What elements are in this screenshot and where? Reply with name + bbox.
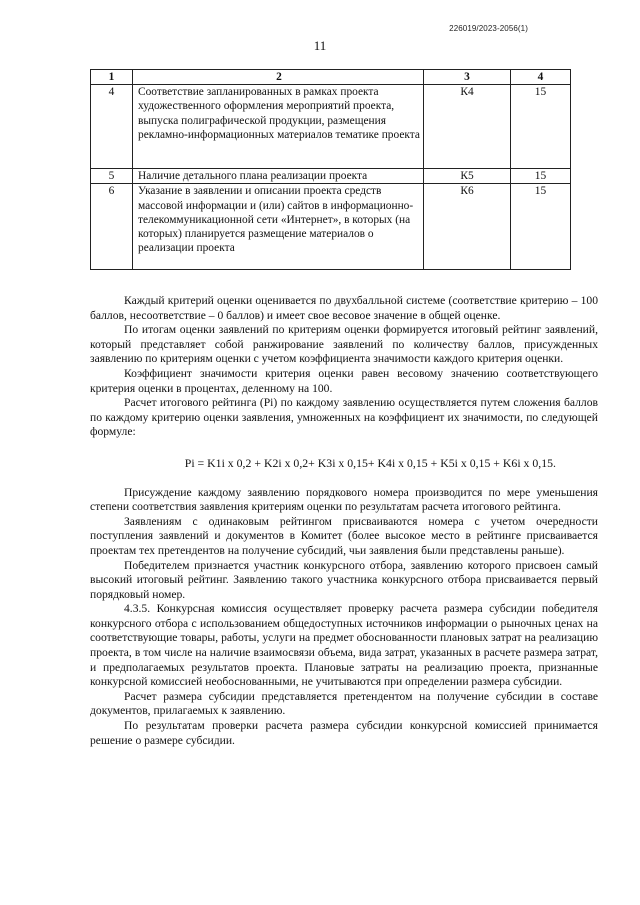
criterion-code: К4 <box>424 85 511 169</box>
paragraph-subsidy-calculation: Расчет размера субсидии представляется претендентом на получение субсидии в составе документов, прилагаемых к заявлению. <box>90 689 598 718</box>
criterion-code: К5 <box>424 169 511 184</box>
criteria-table <box>90 69 571 270</box>
paragraph-ordinal-number: Присуждение каждому заявлению порядкового номера производится по мере уменьшения степени соответствия заявления критериям оценки по результатам расчета итогового рейтинга. <box>90 485 598 514</box>
table-header-cell: 1 <box>91 70 133 85</box>
criterion-weight: 15 <box>511 184 571 270</box>
row-number: 4 <box>91 85 133 169</box>
criterion-text: Соответствие запланированных в рамках проекта художественного оформления мероприятий проекта, выпуска полиграфической продукции, размещения рекламно-информационных материалов тематике проекта <box>133 85 424 169</box>
criterion-text: Указание в заявлении и описании проекта средств массовой информации и (или) сайтов в информационно-телекоммуникационной сети «Интернет», в которых (на которых) планируется размещение материалов о реализации проекта <box>133 184 424 270</box>
paragraph-4-3-5: 4.3.5. Конкурсная комиссия осуществляет проверку расчета размера субсидии победителя конкурсного отбора с использованием общедоступных источников информации о рыночных ценах на соответствующие товары, работы, услуги на предмет обоснованности плановых затрат на реализацию проекта, в том числе на наличие взаимосвязи объема, вида затрат, указанных в расчете размера затрат, и предполагаемых результатов проекта. Плановые затраты на реализацию проекта, признанные конкурсной комиссией необоснованными, не учитываются при определении размера субсидии. <box>90 602 598 689</box>
paragraph-equal-rating: Заявлениям с одинаковым рейтингом присваиваются номера с учетом очередности поступления заявлений и документов в Комитет (более высокое место в рейтинге присваивается проектам тех претендентов на получение субсидий, чьи заявления были представлены раньше). <box>90 514 598 557</box>
criterion-weight: 15 <box>511 85 571 169</box>
table-row <box>91 85 571 169</box>
table-header-cell: 2 <box>133 70 424 85</box>
paragraph-scoring-system: Каждый критерий оценки оценивается по двухбалльной системе (соответствие критерию – 100 баллов, несоответствие – 0 баллов) и имеет свое весовое значение в общей оценке. <box>90 294 598 322</box>
table-header-cell: 4 <box>511 70 571 85</box>
paragraph-subsidy-decision: По результатам проверки расчета размера субсидии конкурсной комиссией принимается решение о размере субсидии. <box>90 719 598 747</box>
document-body <box>90 294 598 748</box>
document-registration-number: 226019/2023-2056(1) <box>449 24 528 33</box>
criterion-code: К6 <box>424 184 511 270</box>
table-header-cell: 3 <box>424 70 511 85</box>
rating-formula: Pi = K1i x 0,2 + K2i x 0,2+ K3i x 0,15+ K4i x 0,15 + K5i x 0,15 + K6i x 0,15. <box>184 455 556 470</box>
table-row <box>91 184 571 270</box>
row-number: 6 <box>91 184 133 270</box>
criterion-weight: 15 <box>511 169 571 184</box>
paragraph-significance-coefficient: Коэффициент значимости критерия оценки равен весовому значению соответствующего критерия оценки в процентах, деленному на 100. <box>90 366 598 395</box>
paragraph-rating-calculation: Расчет итогового рейтинга (Pi) по каждому заявлению осуществляется путем сложения баллов по каждому критерию оценки заявления, умноженных на коэффициент их значимости, по следующей формуле: <box>90 396 598 439</box>
page-number: 11 <box>313 38 327 53</box>
paragraph-winner: Победителем признается участник конкурсного отбора, заявлению которого присвоен самый высокий итоговый рейтинг. Заявлению такого участника конкурсного отбора присваивается первый порядковый номер. <box>90 558 598 601</box>
criterion-text: Наличие детального плана реализации проекта <box>133 169 424 184</box>
paragraph-final-rating: По итогам оценки заявлений по критериям оценки формируется итоговый рейтинг заявлений, который представляет собой ранжирование заявлений по количеству баллов, присужденных заявлению по критериям оценки с учетом коэффициента значимости каждого критерия оценки. <box>90 323 598 366</box>
row-number: 5 <box>91 169 133 184</box>
table-header-row <box>91 70 571 85</box>
table-row <box>91 169 571 184</box>
